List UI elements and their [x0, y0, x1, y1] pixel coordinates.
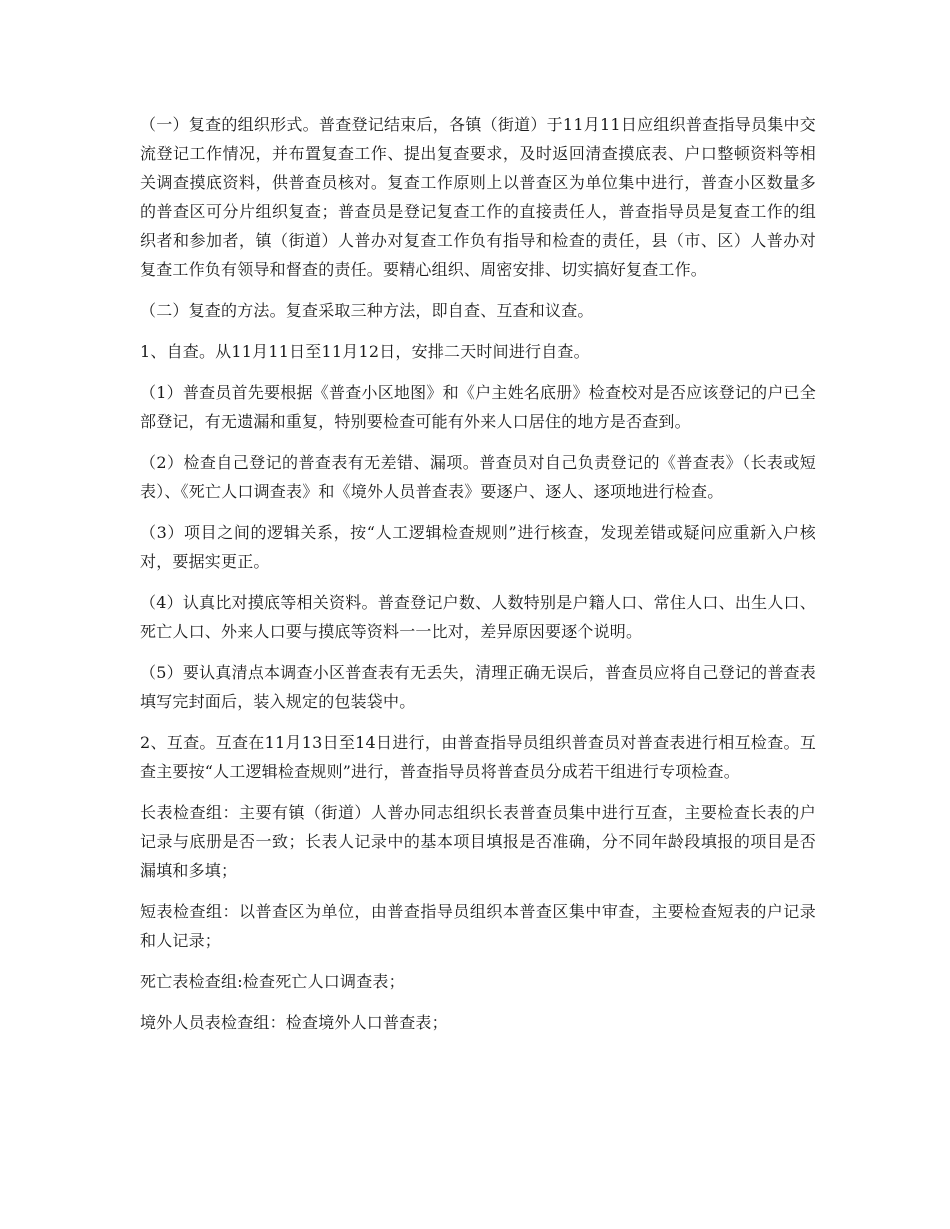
- paragraph-self-check-item-3: （3）项目之间的逻辑关系，按“人工逻辑检查规则”进行核查，发现差错或疑问应重新入户核对，要据实更正。: [140, 523, 816, 571]
- paragraph-mutual-check: 2、互查。互查在11月13日至14日进行，由普查指导员组织普查员对普查表进行相互检查。互查主要按“人工逻辑检查规则”进行，普查指导员将普查员分成若干组进行专项检查。: [140, 733, 816, 781]
- paragraph-short-form-group: 短表检查组：以普查区为单位，由普查指导员组织本普查区集中审查，主要检查短表的户记录和人记录；: [140, 902, 816, 950]
- paragraph-self-check-item-5: （5）要认真清点本调查小区普查表有无丢失，清理正确无误后，普查员应将自己登记的普查表填写完封面后，装入规定的包装袋中。: [140, 663, 816, 711]
- paragraph-death-form-group: 死亡表检查组:检查死亡人口调查表；: [140, 972, 405, 991]
- paragraph-self-check-item-4: （4）认真比对摸底等相关资料。普查登记户数、人数特别是户籍人口、常住人口、出生人口、死亡人口、外来人口要与摸底等资料一一比对，差异原因要逐个说明。: [140, 593, 816, 641]
- paragraph-review-methods: （二）复查的方法。复查采取三种方法，即自查、互查和议查。: [140, 301, 594, 320]
- document-body: [140, 110, 816, 1049]
- paragraph-self-check-item-2: （2）检查自己登记的普查表有无差错、漏项。普查员对自己负责登记的《普查表》（长表或短表）、《死亡人口调查表》和《境外人员普查表》要逐户、逐人、逐项地进行检查。: [140, 453, 816, 501]
- paragraph-overseas-form-group: 境外人员表检查组：检查境外人口普查表；: [140, 1013, 448, 1032]
- paragraph-long-form-group: 长表检查组：主要有镇（街道）人普办同志组织长表普查员集中进行互查，主要检查长表的户记录与底册是否一致；长表人记录中的基本项目填报是否准确，分不同年龄段填报的项目是否漏填和多填；: [140, 803, 816, 880]
- paragraph-self-check-item-1: （1）普查员首先要根据《普查小区地图》和《户主姓名底册》检查校对是否应该登记的户已全部登记，有无遗漏和重复，特别要检查可能有外来人口居住的地方是否查到。: [140, 383, 816, 431]
- paragraph-organization-form: （一）复查的组织形式。普查登记结束后，各镇（街道）于11月11日应组织普查指导员集中交流登记工作情况，并布置复查工作、提出复查要求，及时返回清查摸底表、户口整顿资料等相关调查摸底资料，供普查员核对。复查工作原则上以普查区为单位集中进行，普查小区数量多的普查区可分片组织复查；普查员是登记复查工作的直接责任人，普查指导员是复查工作的组织者和参加者，镇（街道）人普办对复查工作负有指导和检查的责任，县（市、区）人普办对复查工作负有领导和督查的责任。要精心组织、周密安排、切实搞好复查工作。: [140, 115, 816, 279]
- paragraph-self-check: 1、自查。从11月11日至11月12日，安排二天时间进行自查。: [140, 342, 590, 361]
